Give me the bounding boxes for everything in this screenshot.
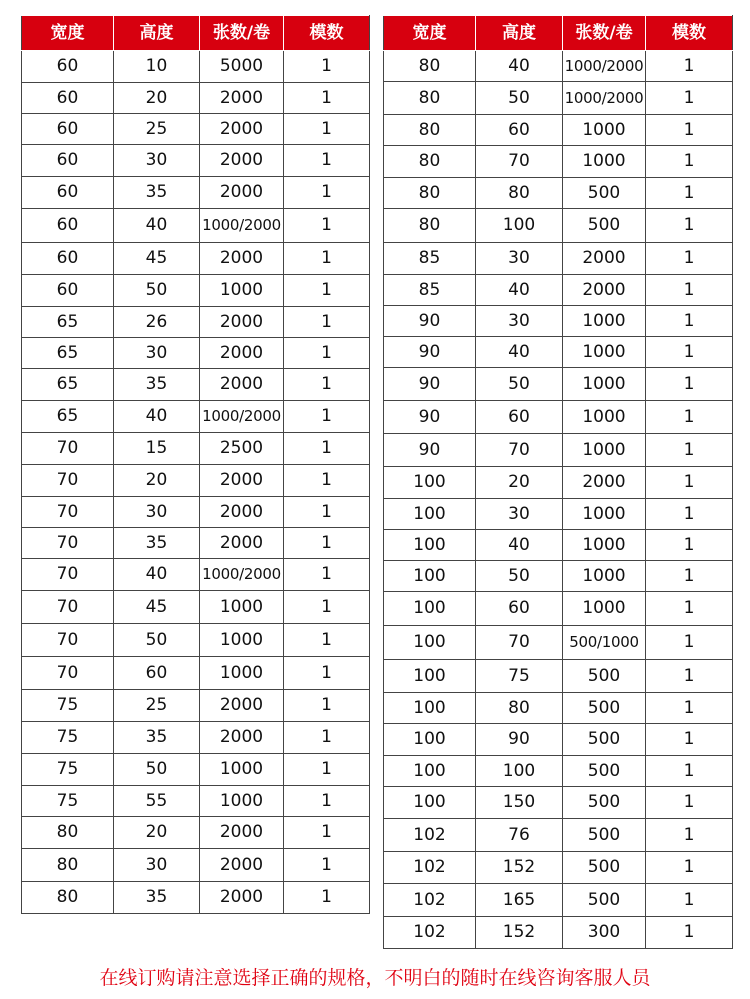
cell-sheets-per-roll: 1000/2000: [200, 401, 284, 433]
spec-table-left: [21, 15, 370, 914]
cell-height: 40: [114, 559, 200, 591]
table-row: [384, 115, 733, 146]
table-row: [384, 243, 733, 275]
table-row: [384, 337, 733, 368]
cell-width: 100: [384, 724, 476, 756]
table-row: [22, 209, 370, 243]
cell-width: 100: [384, 693, 476, 724]
cell-width: 70: [22, 624, 114, 657]
cell-height: 50: [114, 754, 200, 786]
cell-modulus: 1: [646, 756, 733, 787]
cell-width: 102: [384, 852, 476, 884]
cell-height: 90: [476, 724, 563, 756]
cell-width: 80: [384, 51, 476, 82]
cell-modulus: 1: [284, 528, 370, 559]
cell-width: 60: [22, 209, 114, 243]
header-height: 高度: [114, 16, 200, 51]
cell-width: 70: [22, 465, 114, 497]
cell-width: 100: [384, 592, 476, 626]
table-row: [22, 338, 370, 369]
cell-sheets-per-roll: 2000: [200, 528, 284, 559]
cell-height: 50: [476, 82, 563, 115]
cell-height: 40: [476, 530, 563, 561]
table-row: [22, 433, 370, 465]
header-modulus: 模数: [646, 16, 733, 51]
cell-height: 100: [476, 209, 563, 243]
cell-height: 75: [476, 660, 563, 693]
cell-height: 50: [476, 561, 563, 592]
cell-width: 60: [22, 83, 114, 114]
cell-width: 100: [384, 660, 476, 693]
cell-height: 150: [476, 787, 563, 819]
cell-width: 100: [384, 787, 476, 819]
cell-height: 100: [476, 756, 563, 787]
table-row: [22, 528, 370, 559]
cell-height: 165: [476, 884, 563, 917]
cell-modulus: 1: [284, 275, 370, 307]
cell-sheets-per-roll: 2000: [200, 817, 284, 849]
table-row: [384, 530, 733, 561]
cell-height: 35: [114, 369, 200, 401]
cell-sheets-per-roll: 1000: [200, 591, 284, 624]
cell-sheets-per-roll: 2000: [200, 497, 284, 528]
cell-sheets-per-roll: 1000: [563, 146, 646, 178]
cell-sheets-per-roll: 2500: [200, 433, 284, 465]
cell-modulus: 1: [284, 433, 370, 465]
cell-width: 90: [384, 337, 476, 368]
cell-height: 60: [114, 657, 200, 690]
cell-sheets-per-roll: 500: [563, 660, 646, 693]
cell-height: 50: [114, 624, 200, 657]
cell-sheets-per-roll: 2000: [200, 690, 284, 722]
cell-sheets-per-roll: 500: [563, 787, 646, 819]
cell-height: 80: [476, 693, 563, 724]
cell-sheets-per-roll: 500: [563, 724, 646, 756]
cell-height: 20: [114, 83, 200, 114]
table-row: [22, 145, 370, 177]
cell-width: 90: [384, 434, 476, 467]
cell-width: 80: [384, 178, 476, 209]
cell-width: 60: [22, 243, 114, 275]
table-row: [384, 51, 733, 82]
cell-width: 70: [22, 433, 114, 465]
cell-height: 70: [476, 626, 563, 660]
cell-height: 152: [476, 852, 563, 884]
header-height: 高度: [476, 16, 563, 51]
table-row: [384, 756, 733, 787]
cell-width: 80: [22, 849, 114, 882]
table-row: [384, 82, 733, 115]
cell-height: 40: [476, 337, 563, 368]
cell-height: 80: [476, 178, 563, 209]
cell-height: 30: [476, 499, 563, 530]
cell-width: 90: [384, 306, 476, 337]
cell-height: 45: [114, 243, 200, 275]
cell-modulus: 1: [284, 369, 370, 401]
table-row: [22, 275, 370, 307]
cell-modulus: 1: [284, 401, 370, 433]
table-row: [22, 307, 370, 338]
cell-modulus: 1: [646, 884, 733, 917]
table-row: [384, 209, 733, 243]
cell-height: 25: [114, 690, 200, 722]
table-row: [22, 786, 370, 817]
table-row: [384, 693, 733, 724]
cell-sheets-per-roll: 1000: [563, 499, 646, 530]
cell-modulus: 1: [646, 82, 733, 115]
cell-modulus: 1: [284, 657, 370, 690]
cell-modulus: 1: [284, 849, 370, 882]
cell-height: 55: [114, 786, 200, 817]
cell-height: 70: [476, 146, 563, 178]
table-row: [384, 275, 733, 306]
cell-width: 100: [384, 626, 476, 660]
cell-width: 100: [384, 530, 476, 561]
table-header-row: [22, 16, 370, 51]
cell-sheets-per-roll: 2000: [200, 177, 284, 209]
cell-width: 80: [384, 82, 476, 115]
cell-modulus: 1: [284, 497, 370, 528]
table-row: [384, 626, 733, 660]
cell-height: 30: [114, 849, 200, 882]
cell-width: 70: [22, 497, 114, 528]
cell-height: 30: [476, 306, 563, 337]
cell-height: 50: [476, 368, 563, 401]
cell-height: 50: [114, 275, 200, 307]
cell-width: 80: [384, 209, 476, 243]
cell-modulus: 1: [646, 146, 733, 178]
table-row: [22, 83, 370, 114]
cell-modulus: 1: [646, 724, 733, 756]
cell-sheets-per-roll: 2000: [200, 849, 284, 882]
cell-height: 15: [114, 433, 200, 465]
cell-height: 30: [114, 497, 200, 528]
cell-modulus: 1: [646, 209, 733, 243]
cell-width: 70: [22, 559, 114, 591]
cell-height: 40: [114, 209, 200, 243]
cell-modulus: 1: [646, 592, 733, 626]
table-row: [384, 467, 733, 499]
cell-modulus: 1: [646, 467, 733, 499]
table-row: [384, 368, 733, 401]
table-row: [22, 624, 370, 657]
cell-modulus: 1: [646, 852, 733, 884]
table-row: [22, 690, 370, 722]
cell-modulus: 1: [646, 917, 733, 949]
cell-sheets-per-roll: 1000/2000: [200, 209, 284, 243]
table-row: [22, 882, 370, 914]
cell-sheets-per-roll: 1000: [200, 624, 284, 657]
table-header-row: [384, 16, 733, 51]
cell-sheets-per-roll: 2000: [200, 114, 284, 145]
cell-height: 76: [476, 819, 563, 852]
cell-modulus: 1: [646, 306, 733, 337]
table-row: [22, 817, 370, 849]
cell-modulus: 1: [646, 499, 733, 530]
cell-height: 35: [114, 528, 200, 559]
table-row: [22, 114, 370, 145]
cell-width: 70: [22, 528, 114, 559]
cell-modulus: 1: [284, 465, 370, 497]
table-row: [22, 401, 370, 433]
table-row: [22, 754, 370, 786]
table-row: [384, 852, 733, 884]
cell-modulus: 1: [284, 817, 370, 849]
cell-height: 25: [114, 114, 200, 145]
cell-modulus: 1: [284, 209, 370, 243]
cell-height: 30: [476, 243, 563, 275]
cell-sheets-per-roll: 2000: [200, 369, 284, 401]
cell-modulus: 1: [284, 722, 370, 754]
table-row: [22, 849, 370, 882]
cell-modulus: 1: [646, 51, 733, 82]
cell-height: 35: [114, 882, 200, 914]
cell-modulus: 1: [284, 754, 370, 786]
cell-modulus: 1: [284, 243, 370, 275]
cell-modulus: 1: [646, 115, 733, 146]
cell-height: 30: [114, 338, 200, 369]
table-row: [384, 561, 733, 592]
cell-modulus: 1: [284, 83, 370, 114]
cell-sheets-per-roll: 2000: [200, 243, 284, 275]
cell-sheets-per-roll: 1000: [200, 657, 284, 690]
table-row: [22, 51, 370, 83]
table-row: [22, 369, 370, 401]
cell-sheets-per-roll: 500: [563, 693, 646, 724]
cell-width: 70: [22, 591, 114, 624]
table-row: [384, 917, 733, 949]
cell-width: 65: [22, 338, 114, 369]
cell-sheets-per-roll: 2000: [563, 275, 646, 306]
cell-modulus: 1: [646, 337, 733, 368]
cell-modulus: 1: [646, 561, 733, 592]
cell-sheets-per-roll: 1000: [200, 275, 284, 307]
table-row: [22, 465, 370, 497]
cell-sheets-per-roll: 500: [563, 884, 646, 917]
cell-width: 102: [384, 884, 476, 917]
header-width: 宽度: [384, 16, 476, 51]
cell-sheets-per-roll: 2000: [200, 722, 284, 754]
cell-width: 60: [22, 177, 114, 209]
cell-modulus: 1: [284, 114, 370, 145]
cell-modulus: 1: [284, 145, 370, 177]
cell-height: 45: [114, 591, 200, 624]
cell-sheets-per-roll: 500: [563, 852, 646, 884]
cell-width: 70: [22, 657, 114, 690]
table-row: [384, 499, 733, 530]
table-row: [384, 434, 733, 467]
cell-width: 85: [384, 243, 476, 275]
cell-width: 75: [22, 690, 114, 722]
cell-sheets-per-roll: 1000/2000: [563, 51, 646, 82]
cell-width: 60: [22, 51, 114, 83]
cell-width: 60: [22, 114, 114, 145]
cell-height: 20: [114, 817, 200, 849]
table-row: [384, 660, 733, 693]
cell-height: 40: [114, 401, 200, 433]
cell-sheets-per-roll: 500: [563, 178, 646, 209]
cell-modulus: 1: [284, 338, 370, 369]
cell-sheets-per-roll: 2000: [200, 338, 284, 369]
cell-sheets-per-roll: 2000: [200, 882, 284, 914]
cell-height: 35: [114, 722, 200, 754]
table-row: [384, 724, 733, 756]
cell-modulus: 1: [646, 401, 733, 434]
cell-width: 100: [384, 756, 476, 787]
cell-height: 70: [476, 434, 563, 467]
cell-modulus: 1: [646, 819, 733, 852]
cell-height: 60: [476, 592, 563, 626]
cell-sheets-per-roll: 300: [563, 917, 646, 949]
table-row: [22, 591, 370, 624]
cell-height: 152: [476, 917, 563, 949]
header-width: 宽度: [22, 16, 114, 51]
cell-sheets-per-roll: 1000: [563, 337, 646, 368]
cell-sheets-per-roll: 500/1000: [563, 626, 646, 660]
cell-modulus: 1: [646, 434, 733, 467]
table-row: [22, 657, 370, 690]
cell-modulus: 1: [284, 51, 370, 83]
cell-width: 102: [384, 819, 476, 852]
cell-sheets-per-roll: 1000: [200, 786, 284, 817]
cell-height: 60: [476, 115, 563, 146]
cell-modulus: 1: [646, 787, 733, 819]
cell-width: 65: [22, 369, 114, 401]
cell-sheets-per-roll: 1000: [563, 434, 646, 467]
cell-modulus: 1: [646, 368, 733, 401]
header-sheets-per-roll: 张数/卷: [563, 16, 646, 51]
cell-sheets-per-roll: 2000: [200, 307, 284, 338]
table-row: [384, 787, 733, 819]
header-modulus: 模数: [284, 16, 370, 51]
cell-width: 80: [384, 115, 476, 146]
table-row: [384, 146, 733, 178]
cell-sheets-per-roll: 2000: [200, 145, 284, 177]
cell-modulus: 1: [646, 660, 733, 693]
table-row: [384, 819, 733, 852]
cell-sheets-per-roll: 2000: [563, 467, 646, 499]
cell-height: 20: [476, 467, 563, 499]
table-row: [22, 177, 370, 209]
cell-modulus: 1: [646, 626, 733, 660]
cell-height: 40: [476, 51, 563, 82]
cell-width: 90: [384, 401, 476, 434]
cell-sheets-per-roll: 1000/2000: [563, 82, 646, 115]
header-sheets-per-roll: 张数/卷: [200, 16, 284, 51]
cell-sheets-per-roll: 1000: [563, 368, 646, 401]
cell-height: 30: [114, 145, 200, 177]
cell-width: 65: [22, 401, 114, 433]
table-row: [22, 243, 370, 275]
cell-sheets-per-roll: 2000: [200, 465, 284, 497]
cell-sheets-per-roll: 1000: [563, 306, 646, 337]
cell-sheets-per-roll: 2000: [563, 243, 646, 275]
cell-width: 80: [22, 882, 114, 914]
cell-width: 75: [22, 786, 114, 817]
cell-sheets-per-roll: 1000: [563, 561, 646, 592]
cell-width: 102: [384, 917, 476, 949]
cell-width: 65: [22, 307, 114, 338]
table-row: [22, 722, 370, 754]
cell-modulus: 1: [646, 275, 733, 306]
cell-sheets-per-roll: 1000: [563, 115, 646, 146]
cell-height: 60: [476, 401, 563, 434]
cell-modulus: 1: [646, 693, 733, 724]
cell-sheets-per-roll: 1000: [563, 592, 646, 626]
cell-modulus: 1: [284, 307, 370, 338]
cell-width: 60: [22, 145, 114, 177]
cell-sheets-per-roll: 1000: [563, 401, 646, 434]
cell-height: 10: [114, 51, 200, 83]
cell-modulus: 1: [284, 882, 370, 914]
cell-modulus: 1: [284, 786, 370, 817]
cell-modulus: 1: [284, 591, 370, 624]
cell-height: 40: [476, 275, 563, 306]
cell-sheets-per-roll: 500: [563, 209, 646, 243]
table-row: [22, 497, 370, 528]
table-row: [22, 559, 370, 591]
table-row: [384, 592, 733, 626]
table-row: [384, 401, 733, 434]
cell-modulus: 1: [284, 690, 370, 722]
cell-width: 100: [384, 499, 476, 530]
cell-modulus: 1: [646, 243, 733, 275]
cell-modulus: 1: [646, 530, 733, 561]
cell-modulus: 1: [646, 178, 733, 209]
cell-modulus: 1: [284, 624, 370, 657]
cell-width: 60: [22, 275, 114, 307]
cell-sheets-per-roll: 1000/2000: [200, 559, 284, 591]
cell-width: 90: [384, 368, 476, 401]
cell-height: 26: [114, 307, 200, 338]
cell-width: 75: [22, 722, 114, 754]
cell-width: 100: [384, 467, 476, 499]
footer-note: 在线订购请注意选择正确的规格，不明白的随时在线咨询客服人员: [99, 967, 651, 989]
cell-width: 80: [22, 817, 114, 849]
cell-sheets-per-roll: 2000: [200, 83, 284, 114]
cell-width: 100: [384, 561, 476, 592]
cell-modulus: 1: [284, 559, 370, 591]
spec-table-right: [383, 15, 733, 949]
cell-sheets-per-roll: 500: [563, 756, 646, 787]
cell-width: 75: [22, 754, 114, 786]
cell-width: 85: [384, 275, 476, 306]
cell-sheets-per-roll: 1000: [200, 754, 284, 786]
table-row: [384, 178, 733, 209]
cell-modulus: 1: [284, 177, 370, 209]
cell-height: 20: [114, 465, 200, 497]
cell-width: 80: [384, 146, 476, 178]
table-row: [384, 884, 733, 917]
cell-sheets-per-roll: 1000: [563, 530, 646, 561]
cell-sheets-per-roll: 500: [563, 819, 646, 852]
table-row: [384, 306, 733, 337]
cell-height: 35: [114, 177, 200, 209]
cell-sheets-per-roll: 5000: [200, 51, 284, 83]
